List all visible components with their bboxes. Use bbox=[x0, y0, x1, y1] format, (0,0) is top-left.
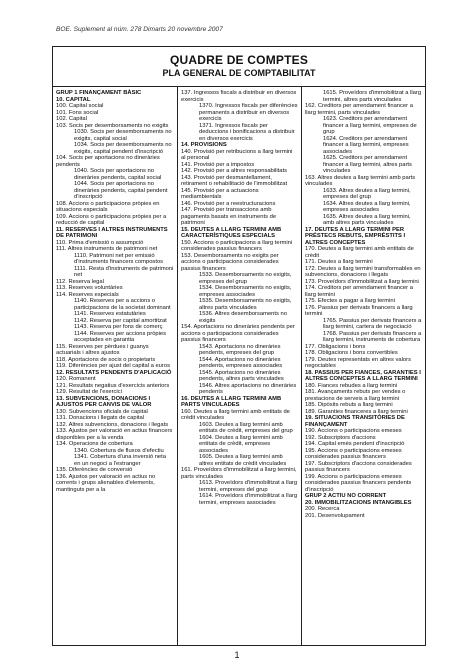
account-entry: 143. Provisió per desmantellament, retirament o rehabilitació de l'immobilitzat bbox=[180, 174, 288, 187]
account-entry: 1604. Deutes a llarg termini amb entitats de crèdit, empreses associades bbox=[198, 434, 283, 454]
accounts-table bbox=[52, 46, 426, 646]
section-heading: GRUP 2 ACTIU NO CORRENT bbox=[304, 493, 387, 499]
account-entry: 177. Obligacions i bons bbox=[304, 343, 366, 350]
account-entry: 119. Diferències per ajust del capital a euros bbox=[56, 363, 170, 369]
account-entry: 1536. Altres desemborsaments no exigits bbox=[198, 311, 287, 324]
section-heading: 16. DEUTES A LLARG TERMINI AMB PARTS VINCULADES bbox=[180, 395, 282, 408]
title-box bbox=[53, 47, 425, 87]
account-entry: 109. Accions o participacions pròpies per a reducció de capital bbox=[56, 213, 167, 226]
account-entry: 1034. Socis per desemborsaments no exigits, capital pendent d'inscripció bbox=[74, 142, 172, 155]
account-entry: 180. Fiances rebudes a llarg termini bbox=[304, 382, 398, 389]
account-entry: 1633. Altres deutes a llarg termini, empreses del grup bbox=[322, 187, 411, 200]
account-entry: 1110. Patrimoni net per emissió d'instruments financers compostos bbox=[74, 252, 164, 265]
account-entry: 154. Aportacions no dineràries pendents per accions o participacions considerades passius financers bbox=[180, 324, 295, 343]
account-entry: 146. Provisió per a reestructuracions bbox=[180, 200, 276, 207]
account-entry: 137. Ingressos fiscals a distribuir en diversos exercicis bbox=[180, 90, 297, 103]
account-entry: 140. Provisió per retribucions a llarg termini al personal bbox=[180, 148, 293, 161]
section-heading: 14. PROVISIONS bbox=[180, 142, 227, 148]
section-heading: 18. PASSIUS PER FIANCES, GARANTIES I ALTRES CONCEPTES A LLARG TERMINI bbox=[304, 369, 421, 382]
account-entry: 161. Proveïdors d'immobilitzat a llarg termini, parts vinculades bbox=[180, 467, 297, 480]
account-entry: 118. Aportacions de socis o propietaris bbox=[56, 356, 156, 363]
account-entry: 199. Accions o participacions emeses considerades passius financers pendents d'inscripció bbox=[304, 473, 412, 493]
account-entry: 104. Socis per aportacions no dineràries pendents bbox=[56, 155, 160, 168]
account-entry: 145. Provisió per a actuacions mediambientals bbox=[180, 187, 259, 200]
section-heading: 12. RESULTATS PENDENTS D'APLICACIÓ bbox=[56, 369, 172, 376]
page-header: BOE. Suplement al núm. 278 Dimarts 20 novembre 2007 bbox=[56, 26, 223, 33]
account-entry: 102. Capital bbox=[56, 116, 87, 122]
account-entry: 1545. Aportacions no dineràries pendents, altres parts vinculades bbox=[198, 369, 284, 382]
account-entry: 1370. Ingressos fiscals per diferències permanents a distribuir en diversos exercicis bbox=[198, 103, 298, 122]
account-entry: 1623. Creditors per arrendament financer a llarg termini, empreses de grup bbox=[322, 116, 417, 135]
account-entry: 147. Provisió per transaccions amb pagaments basats en instruments de patrimoni bbox=[180, 207, 277, 226]
account-entry: 1603. Deutes a llarg termini amb entitats de crèdit, empreses del grup bbox=[198, 421, 293, 434]
document-subtitle: PLA GENERAL DE COMPTABILITAT bbox=[162, 68, 316, 78]
section-heading: 11. RESERVES I ALTRES INSTRUMENTS DE PATRIMONI bbox=[56, 226, 168, 239]
column-1 bbox=[53, 87, 177, 645]
account-entry: 174. Creditors per arrendament financer a llarg termini bbox=[304, 285, 413, 298]
account-entry: 185. Dipòsits rebuts a llarg termini bbox=[304, 402, 393, 408]
account-entry: 1111. Resta d'instruments de patrimoni net bbox=[74, 265, 174, 278]
account-entry: 1044. Socis per aportacions no dineràries pendents, capital pendent d'inscripció bbox=[74, 181, 168, 200]
account-entry: 1613. Proveïdors d'immobilitzat a llarg termini, empreses del grup bbox=[198, 480, 298, 493]
account-entry: 1140. Reserves per a accions o participacions de la societat dominant bbox=[74, 298, 171, 311]
section-heading: 17. DEUTES A LLARG TERMINI PER PRÉSTECS REBUTS, EMPRÉSTITS I ALTRES CONCEPTES bbox=[304, 226, 406, 246]
account-entry: 134. Operacions de cobertura bbox=[56, 441, 133, 447]
page-number: 1 bbox=[234, 650, 240, 660]
account-entry: 1625. Creditors per arrendament financer a llarg termini, altres parts vinculades bbox=[322, 155, 412, 174]
section-heading: 19. SITUACIONS TRANSITÒRIES DE FINANÇAMENT bbox=[304, 415, 405, 428]
account-entry: 1535. Desemborsaments no exigits, altres parts vinculades bbox=[198, 298, 292, 311]
account-entry: 112. Reserva legal bbox=[56, 278, 104, 285]
account-entry: 1605. Deutes a llarg termini amb altres entitats de crèdit vinculades bbox=[198, 454, 287, 467]
account-entry: 171. Deutes a llarg termini bbox=[304, 259, 373, 265]
account-entry: 111. Altres instruments de patrimoni net bbox=[56, 246, 158, 252]
account-entry: 172. Deutes a llarg termini transformables en subvencions, donacions i llegats bbox=[304, 265, 421, 278]
account-entry: 176. Passius per derivats financers a llarg termini bbox=[304, 304, 413, 317]
account-entry: 121. Resultats negatius d'exercicis anteriors bbox=[56, 382, 170, 389]
section-heading: 20. IMMOBILITZACIONS INTANGIBLES bbox=[304, 499, 412, 506]
account-entry: 115. Reserves per pèrdues i guanys actuarials i altres ajustos bbox=[56, 343, 149, 356]
account-entry: 195. Accions o participacions emeses considerades passius financers bbox=[304, 447, 402, 460]
account-entry: 142. Provisió per a altres responsabilitats bbox=[180, 168, 287, 174]
account-entry: 1544. Aportacions no dineràries pendents, empreses associades bbox=[198, 356, 283, 369]
account-entry: 163. Altres deutes a llarg termini amb parts vinculades bbox=[304, 174, 416, 187]
account-entry: 1634. Altres deutes a llarg termini, empreses associades bbox=[322, 200, 411, 213]
account-entry: 1615. Proveïdors d'immobilitzat a llarg termini, altres parts vinculades bbox=[322, 90, 422, 103]
columns-container bbox=[53, 87, 425, 645]
account-entry: 192. Subscriptors d'accions bbox=[304, 434, 376, 441]
account-entry: 153. Desemborsaments no exigits per accions o participacions considerades passius financers bbox=[180, 252, 279, 272]
account-entry: 1768. Passius per derivats financers a llarg termini, instruments de cobertura bbox=[322, 330, 422, 343]
document-title: QUADRE DE COMPTES bbox=[169, 53, 309, 67]
account-entry: 135. Diferències de conversió bbox=[56, 467, 133, 473]
account-entry: 110. Prima d'emissió o assumpció bbox=[56, 239, 144, 246]
account-entry: 1546. Altres aportacions no dineràries pendents bbox=[198, 382, 297, 395]
account-entry: 1635. Altres deutes a llarg termini, amb altres parts vinculades bbox=[322, 213, 411, 226]
account-entry: 1543. Aportacions no dineràries pendents, empreses del grup bbox=[198, 343, 281, 356]
account-entry: 1341. Cobertura d'una inversió neta en un negoci a l'estranger bbox=[74, 454, 166, 467]
account-entry: 175. Efectes a pagar a llarg termini bbox=[304, 298, 395, 304]
account-entry: 1614. Proveïdors d'immobilitzat a llarg termini, empreses associades bbox=[198, 493, 298, 506]
account-entry: 1340. Cobertura de fluxos d'efectiu bbox=[74, 447, 164, 454]
column-3 bbox=[301, 87, 425, 645]
section-heading: 10. CAPITAL bbox=[56, 96, 91, 103]
section-heading: 13. SUBVENCIONS, DONACIONS I AJUSTOS PER CANVIS DE VALOR bbox=[56, 395, 152, 408]
account-entry: 1765. Passius per derivats financers a llarg termini, cartera de negociació bbox=[322, 317, 422, 330]
account-entry: 108. Accions o participacions pròpies en situacions especials bbox=[56, 200, 160, 213]
account-entry: 133. Ajustos per valoració en actius financers disponibles per a la venda bbox=[56, 428, 173, 441]
account-entry: 162. Creditors per arrendament financer a llarg termini, parts vinculades bbox=[304, 103, 413, 116]
account-entry: 194. Capital emès pendent d'inscripció bbox=[304, 441, 405, 447]
account-entry: 1624. Creditors per arrendament financer a llarg termini, empreses associades bbox=[322, 135, 409, 155]
account-entry: 1144. Reserves per accions pròpies acceptades en garantia bbox=[74, 330, 167, 343]
account-entry: 181. Avançaments rebuts per vendes o prestacions de serveis a llarg termini bbox=[304, 389, 406, 402]
account-entry: 200. Recerca bbox=[304, 506, 340, 512]
account-entry: 130. Subvencions oficials de capital bbox=[56, 408, 148, 415]
account-entry: 120. Romanent bbox=[56, 376, 96, 382]
account-entry: 189. Garanties financeres a llarg termini bbox=[304, 408, 408, 415]
account-entry: 129. Resultat de l'exercici bbox=[56, 389, 122, 395]
column-2 bbox=[177, 87, 301, 645]
account-entry: 131. Donacions i llegats de capital bbox=[56, 415, 144, 421]
account-entry: 1371. Ingressos fiscals per deduccions i bonificacions a distribuir en diversos exercicis bbox=[198, 122, 295, 142]
section-heading: GRUP 1 FINANÇAMENT BÀSIC bbox=[56, 90, 142, 96]
account-entry: 113. Reserves voluntàries bbox=[56, 285, 123, 291]
account-entry: 1143. Reserva per fons de comerç bbox=[74, 324, 163, 330]
section-heading: 15. DEUTES A LLARG TERMINI AMB CARACTERÍSTIQUES ESPECIALS bbox=[180, 226, 282, 239]
account-entry: 1040. Socis per aportacions no dineràries pendents, capital social bbox=[74, 168, 162, 181]
account-entry: 141. Provisió per a impostos bbox=[180, 161, 255, 168]
account-entry: 1142. Reserva per capital amortitzat bbox=[74, 317, 167, 324]
account-entry: 178. Obligacions i bons convertibles bbox=[304, 350, 398, 356]
account-entry: 1534. Desemborsaments no exigits, empreses associades bbox=[198, 285, 292, 298]
account-entry: 179. Deutes representats en altres valors negociables bbox=[304, 356, 411, 369]
account-entry: 197. Subscriptors d'accions considerades passius financers bbox=[304, 460, 412, 473]
account-entry: 103. Socis per desemborsaments no exigits bbox=[56, 122, 169, 129]
account-entry: 173. Proveïdors d'immobilitzat a llarg termini bbox=[304, 278, 419, 285]
account-entry: 1141. Reserves estatutàries bbox=[74, 311, 146, 317]
account-entry: 150. Accions o participacions a llarg termini considerades passius financers bbox=[180, 239, 293, 252]
account-entry: 1533. Desemborsaments no exigits, empreses del grup bbox=[198, 272, 292, 285]
account-entry: 170. Deutes a llarg termini amb entitats de crèdit bbox=[304, 246, 414, 259]
account-entry: 132. Altres subvencions, donacions i llegats bbox=[56, 421, 169, 428]
account-entry: 201. Desenvolupament bbox=[304, 512, 365, 519]
account-entry: 160. Deutes a llarg termini amb entitats de crèdit vinculades bbox=[180, 408, 290, 421]
account-entry: 114. Reserves especials bbox=[56, 291, 119, 298]
account-entry: 190. Accions o participacions emeses bbox=[304, 428, 402, 434]
account-entry: 136. Ajustos per valoració en actius no corrents i grups alienables d'elements, mantinguts per a la bbox=[56, 473, 156, 493]
account-entry: 100. Capital social bbox=[56, 103, 104, 109]
account-entry: 101. Fons social bbox=[56, 109, 99, 116]
account-entry: 1030. Socis per desemborsaments no exigits, capital social bbox=[74, 129, 172, 142]
